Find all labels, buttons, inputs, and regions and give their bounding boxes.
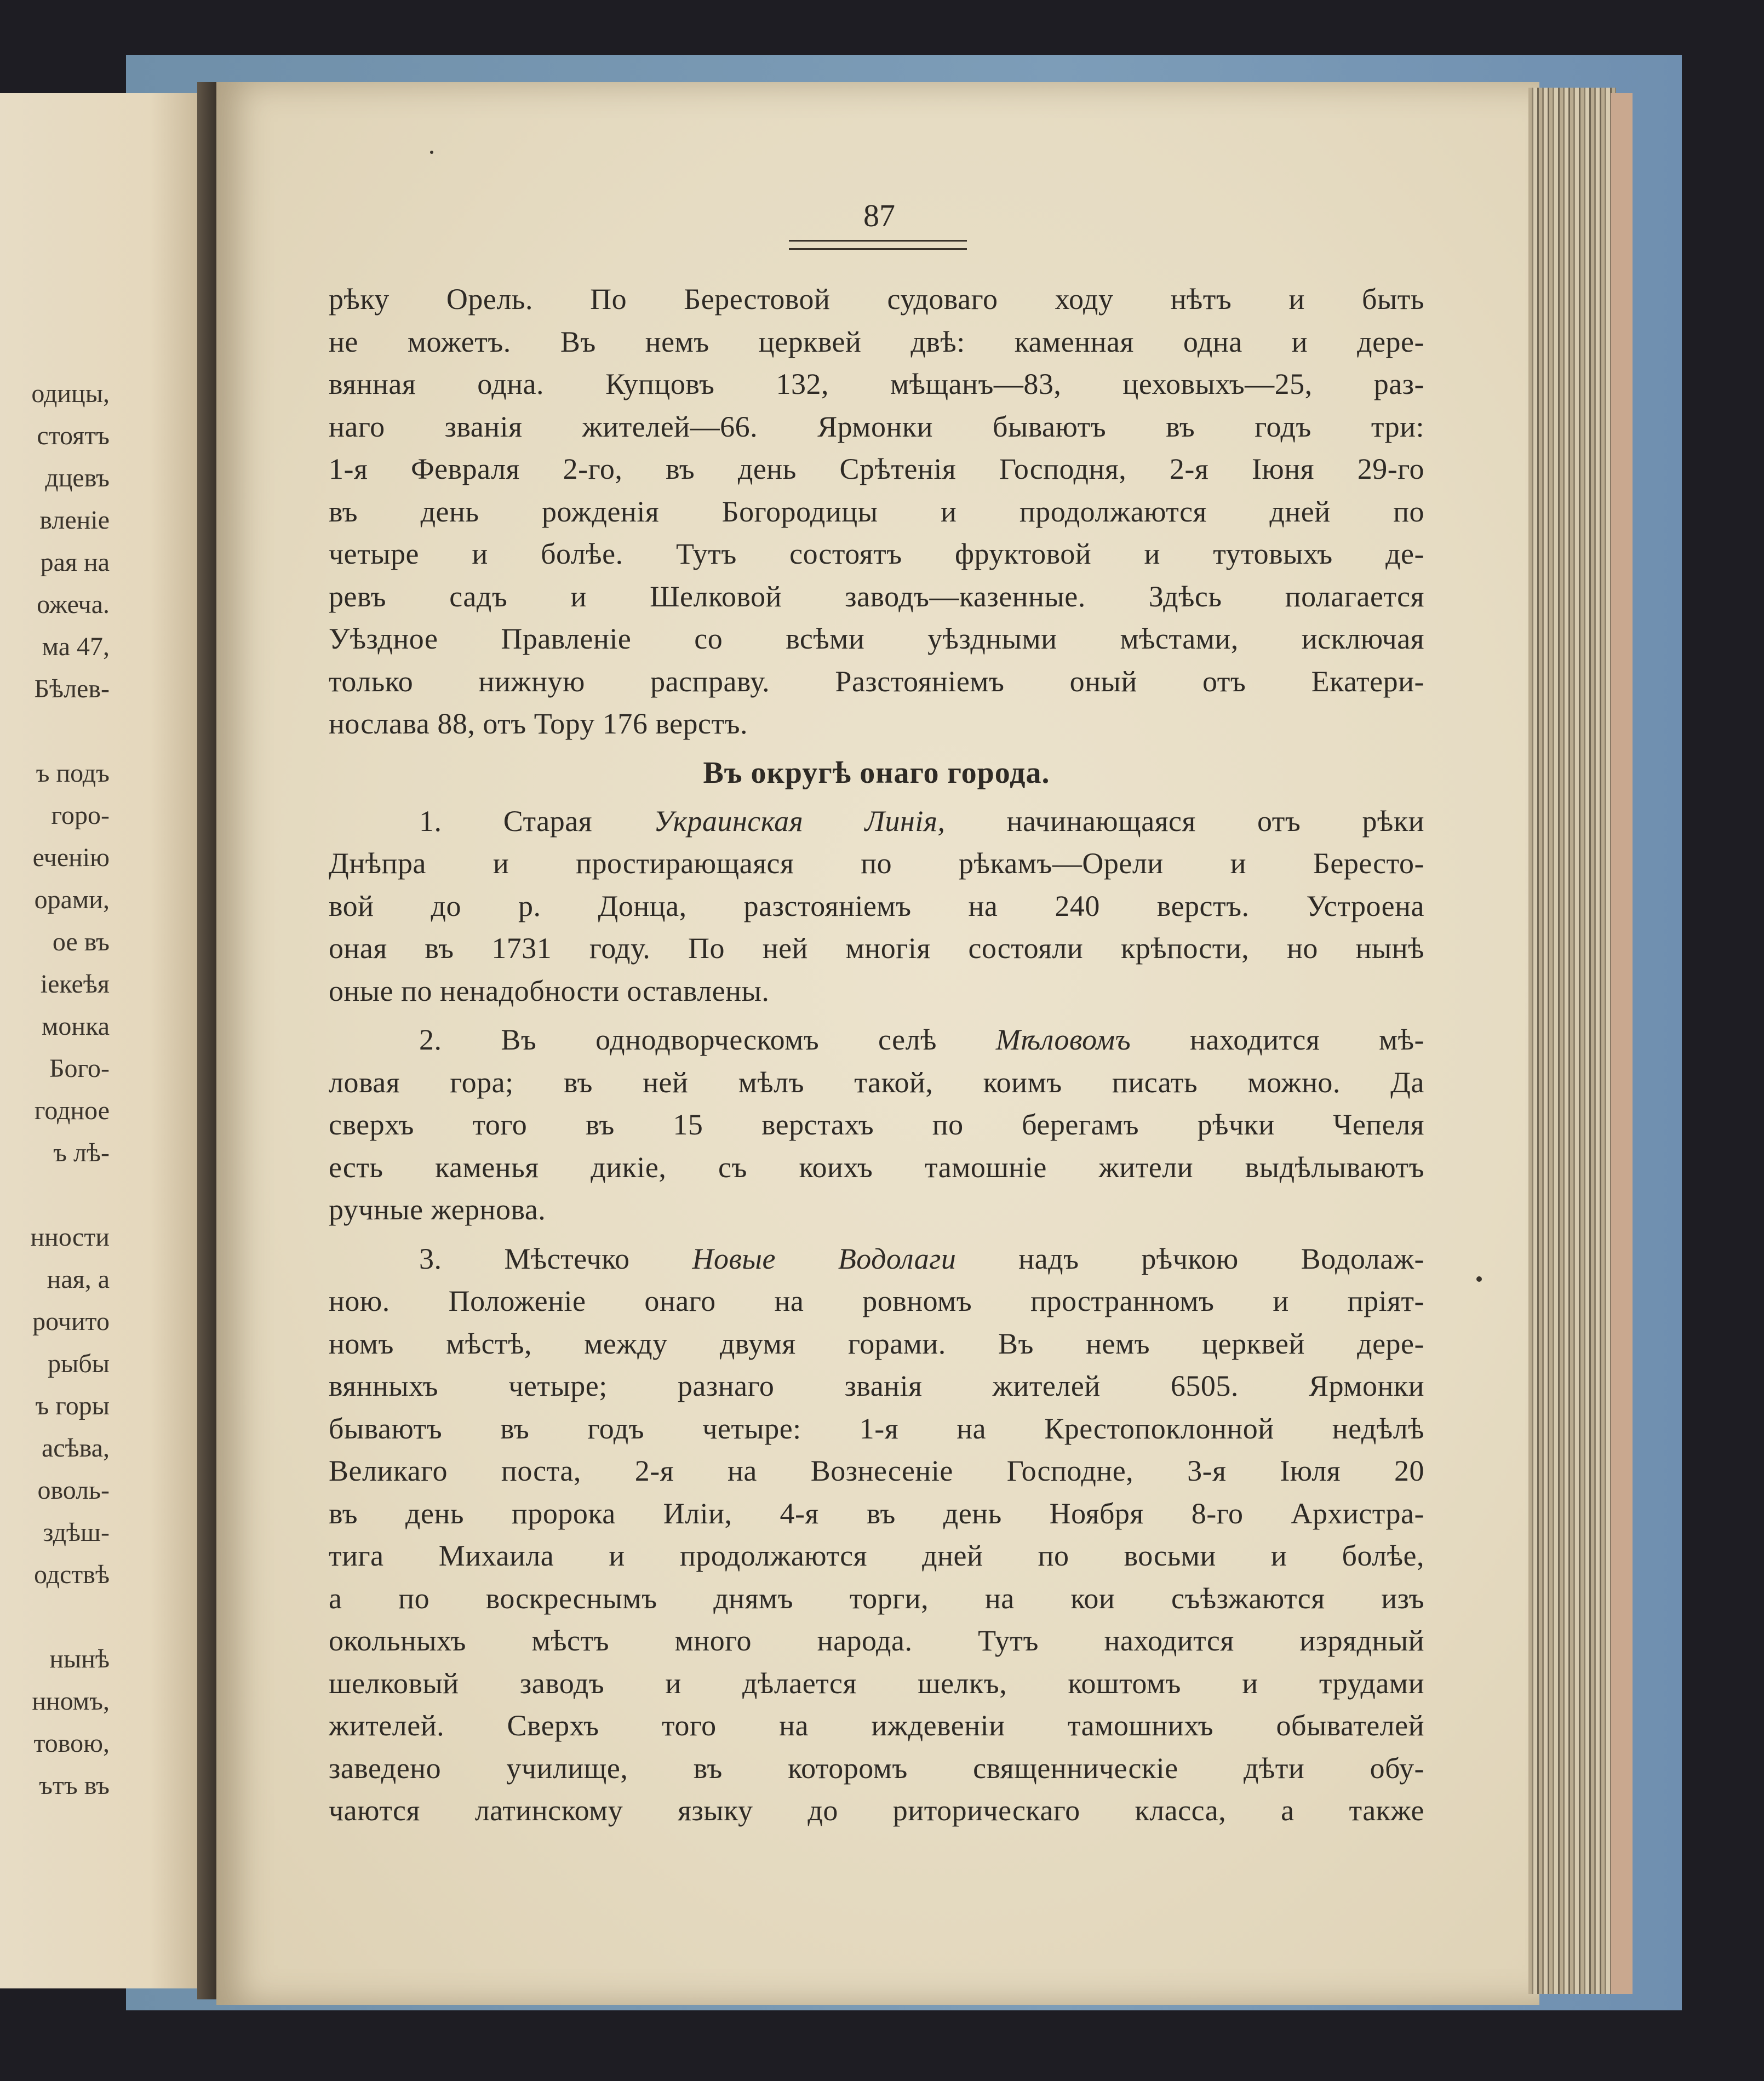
left-page-text-fragments (0, 372, 110, 1807)
paragraph-melovoe (329, 1019, 1424, 1231)
left-page-line: орами, (34, 885, 110, 914)
text-line: сверхъ того въ 15 верстахъ по берегамъ рѣчки Чепеля (329, 1108, 1424, 1141)
paper-speck (1476, 1276, 1482, 1282)
left-page-line: нынѣ (49, 1644, 110, 1673)
cover-edge (1611, 93, 1633, 1994)
text-line: шелковый заводъ и дѣлается шелкъ, коштомъ и трудами (329, 1666, 1424, 1700)
text-line: ручные жернова. (329, 1193, 546, 1226)
paragraph-novye-vodolagi (329, 1238, 1424, 1832)
text-line: 1-я Февраля 2-го, въ день Срѣтенія Господня, 2-я Іюня 29-го (329, 452, 1424, 485)
left-page-line: ътъ въ (39, 1771, 110, 1800)
left-page-line: ъ лѣ- (53, 1138, 110, 1167)
left-page-line: ъ горы (35, 1391, 110, 1420)
text-line: вой до р. Донца, разстояніемъ на 240 верстъ. Устроена (329, 889, 1424, 922)
text-line: номъ мѣстѣ, между двумя горами. Въ немъ церквей дере- (329, 1327, 1424, 1360)
text-line: тига Михаила и продолжаются дней по восьми и болѣе, (329, 1539, 1424, 1572)
left-page-line: ое въ (52, 927, 110, 956)
text-line: есть каменья дикіе, съ коихъ тамошніе жители выдѣлываютъ (329, 1150, 1424, 1184)
left-page-line: еченію (32, 843, 110, 872)
paragraph-lines (329, 842, 1424, 1012)
page-body (329, 278, 1424, 1832)
left-page-line: стоятъ (37, 421, 110, 450)
left-page-line: іекеѣя (40, 970, 110, 999)
paragraph-lines (329, 1062, 1424, 1231)
paragraph-first-line (329, 1238, 1424, 1281)
left-page-line (0, 1174, 110, 1216)
left-page-line: асѣва, (41, 1434, 110, 1463)
left-page-line (0, 710, 110, 752)
text-run: 2. Въ однодворческомъ селѣ (419, 1023, 996, 1056)
left-page (0, 93, 214, 1988)
left-page-line: рая на (40, 548, 110, 577)
left-page-line: ожеча. (37, 590, 110, 619)
text-line: оная въ 1731 году. По ней многія состояли крѣпости, но нынѣ (329, 932, 1424, 965)
page-number: 87 (863, 198, 895, 233)
bottom-dark-band (0, 2016, 1764, 2081)
left-page-line (0, 1596, 110, 1638)
paragraph-lines (329, 1280, 1424, 1832)
text-line: рѣку Орель. По Берестовой судоваго ходу нѣтъ и быть (329, 283, 1424, 316)
text-run: 3. Мѣстечко (419, 1242, 692, 1275)
left-page-line: рочито (32, 1307, 110, 1336)
paragraph-ukrainian-line (329, 800, 1424, 1013)
text-line: наго званія жителей—66. Ярмонки бываютъ въ годъ три: (329, 410, 1424, 443)
left-page-line: рыбы (48, 1349, 110, 1378)
text-line: только нижную расправу. Разстояніемъ оный отъ Екатери- (329, 664, 1424, 698)
page-number-rule (789, 240, 967, 250)
text-line: окольныхъ мѣстъ много народа. Тутъ находится изрядный (329, 1624, 1424, 1657)
left-page-line: нномъ, (32, 1687, 110, 1716)
section-heading: Въ округѣ онаго города. (703, 755, 1050, 790)
italic-place-name: Мѣловомъ (995, 1023, 1131, 1056)
left-page-line: здѣш- (43, 1518, 110, 1547)
italic-place-name: Украинская Линія, (654, 804, 946, 838)
text-line: въ день пророка Иліи, 4-я въ день Ноября 8-го Архистра- (329, 1497, 1424, 1530)
left-page-line: товою, (33, 1729, 110, 1758)
left-page-line: дцевъ (45, 463, 110, 492)
left-page-line: ная, а (47, 1265, 110, 1294)
italic-place-name: Новые Водолаги (692, 1242, 957, 1275)
text-run: начинающаяся отъ рѣки (945, 804, 1424, 838)
text-line: вянныхъ четыре; разнаго званія жителей 6505. Ярмонки (329, 1369, 1424, 1402)
text-line: не можетъ. Въ немъ церквей двѣ: каменная одна и дере- (329, 325, 1424, 358)
left-page-line: ъ подъ (36, 759, 110, 788)
text-line: четыре и болѣе. Тутъ состоятъ фруктовой и тутовыхъ де- (329, 537, 1424, 570)
page-edges (1528, 88, 1616, 1994)
text-run: надъ рѣчкою Водолаж- (956, 1242, 1424, 1275)
text-line: вянная одна. Купцовъ 132, мѣщанъ—83, цеховыхъ—25, раз- (329, 368, 1424, 400)
left-page-line: Бѣлев- (34, 674, 110, 703)
text-line: ревъ садъ и Шелковой заводъ—казенные. Здѣсь полагается (329, 580, 1424, 613)
text-line: нослава 88, отъ Тору 176 верстъ. (329, 707, 748, 740)
left-page-line: горо- (51, 801, 110, 830)
left-page-line: вленіе (39, 506, 110, 535)
left-page-line: нности (30, 1223, 110, 1252)
text-line: ловая гора; въ ней мѣлъ такой, коимъ писать можно. Да (329, 1065, 1424, 1099)
left-page-line: монка (42, 1012, 110, 1041)
left-page-line: годное (34, 1096, 110, 1125)
text-line: Великаго поста, 2-я на Вознесеніе Господне, 3-я Іюля 20 (329, 1454, 1424, 1487)
text-line: а по воскреснымъ днямъ торги, на кои съѣзжаются изъ (329, 1581, 1424, 1615)
text-line: Днѣпра и простирающаяся по рѣкамъ—Орели и Бересто- (329, 847, 1424, 880)
text-run: находится мѣ- (1131, 1023, 1424, 1056)
left-page-line: одствѣ (33, 1560, 110, 1589)
text-line: въ день рожденія Богородицы и продолжаются дней по (329, 495, 1424, 528)
text-line: ною. Положеніе онаго на ровномъ пространномъ и пріят- (329, 1285, 1424, 1317)
text-run: 1. Старая (419, 804, 654, 838)
text-line: Уѣздное Правленіе со всѣми уѣздными мѣстами, исключая (329, 622, 1424, 655)
text-line: жителей. Сверхъ того на иждевеніи тамошнихъ обывателей (329, 1709, 1424, 1742)
paragraph-town-description (329, 278, 1424, 746)
text-line: оные по ненадобности оставлены. (329, 974, 770, 1007)
text-line: заведено училище, въ которомъ священническіе дѣти обу- (329, 1751, 1424, 1785)
left-page-line: ма 47, (42, 632, 110, 661)
left-page-line: Бого- (49, 1054, 110, 1083)
paragraph-first-line (329, 1019, 1424, 1062)
left-page-line: оволь- (37, 1476, 110, 1505)
left-page-line: одицы, (31, 379, 110, 408)
paragraph-first-line (329, 800, 1424, 843)
text-line: бываютъ въ годъ четыре: 1-я на Крестопоклонной недѣлѣ (329, 1412, 1424, 1445)
text-line: чаются латинскому языку до риторическаго класса, а также (329, 1794, 1424, 1827)
paper-speck (430, 151, 433, 154)
